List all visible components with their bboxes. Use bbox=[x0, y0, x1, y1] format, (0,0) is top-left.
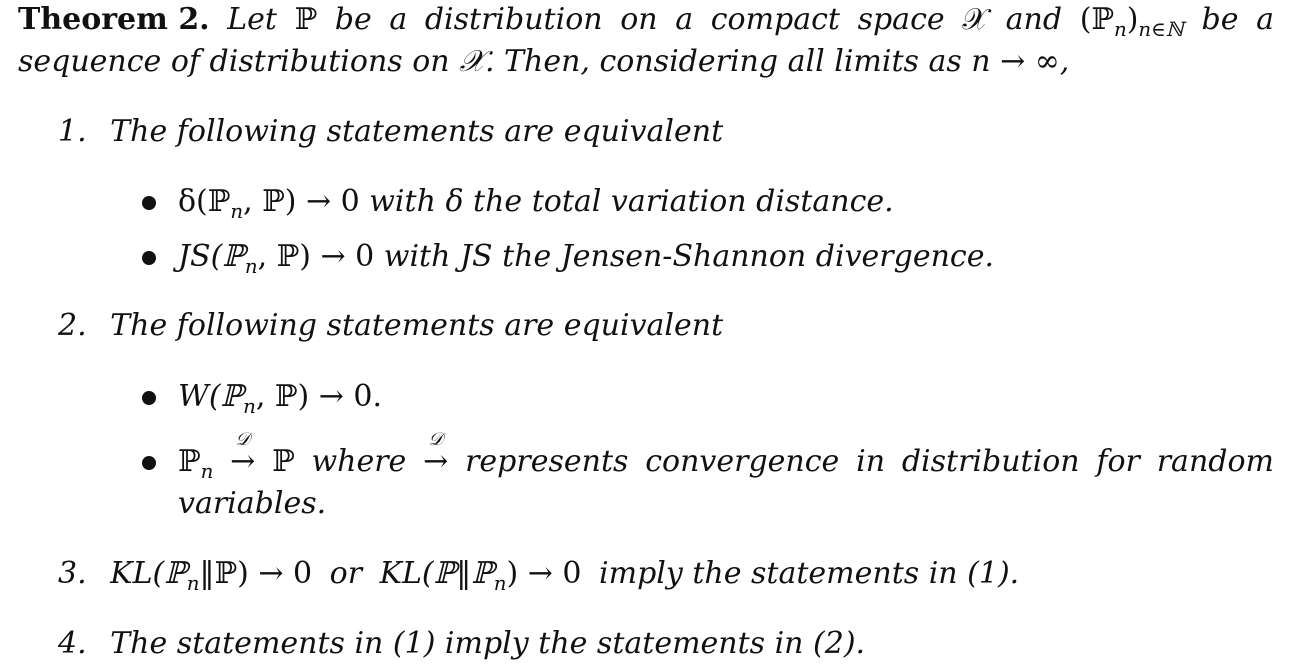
math-X: 𝒳 bbox=[962, 2, 989, 37]
bullet-icon bbox=[142, 251, 156, 265]
bullet-icon bbox=[142, 196, 156, 210]
theorem-label: Theorem 2. bbox=[18, 2, 210, 37]
word: Let bbox=[227, 2, 277, 37]
word: a bbox=[675, 2, 694, 37]
item-1-bullet-2: JS(ℙ$_n$, ℙ) → 0 with JS the Jensen-Shannon divergence. bbox=[178, 239, 994, 278]
word: on bbox=[620, 2, 658, 37]
bullet-icon bbox=[142, 456, 156, 470]
word: a bbox=[389, 2, 408, 37]
item-3: 3. KL(ℙ$_n$‖ℙ) → 0 or KL(ℙ‖ℙ$_n$) → 0 imply the statements in (1). bbox=[58, 556, 1020, 595]
word: compact bbox=[710, 2, 840, 37]
item-1: 1. The following statements are equivalent bbox=[58, 112, 723, 152]
word: distribution bbox=[424, 2, 603, 37]
math-sequence: $(ℙ_n)_{n\in ℕ}$ bbox=[1079, 2, 1184, 41]
word: a bbox=[1256, 2, 1274, 37]
theorem-line-1 bbox=[18, 0, 1274, 40]
item-number: 4. bbox=[58, 626, 87, 661]
item-2: 2. The following statements are equivalent bbox=[58, 306, 723, 346]
word: be bbox=[1201, 2, 1239, 37]
word: and bbox=[1005, 2, 1063, 37]
item-1-bullet-1: δ(ℙ$_n$, ℙ) → 0 with δ the total variation distance. bbox=[178, 184, 894, 223]
word: be bbox=[334, 2, 372, 37]
item-2-bullet-2-continuation: variables. bbox=[178, 486, 327, 521]
bullet-icon bbox=[142, 391, 156, 405]
item-number: 1. bbox=[58, 114, 87, 149]
item-2-bullet-2: ℙ$_n$ 𝒟 → ℙ where 𝒟 → represents convergence in distribution for random bbox=[178, 428, 1274, 483]
item-2-bullet-1: W(ℙ$_n$, ℙ) → 0. bbox=[178, 379, 383, 418]
convergence-arrow: 𝒟 → bbox=[230, 428, 256, 479]
convergence-arrow: 𝒟 → bbox=[423, 428, 449, 479]
item-number: 3. bbox=[58, 556, 87, 591]
theorem-line-2: sequence of distributions on 𝒳. Then, considering all limits as n → ∞, bbox=[18, 44, 1070, 79]
item-4: 4. The statements in (1) imply the statements in (2). bbox=[58, 624, 865, 664]
item-number: 2. bbox=[58, 308, 87, 343]
math-P: ℙ bbox=[294, 2, 318, 37]
word: space bbox=[857, 2, 945, 37]
